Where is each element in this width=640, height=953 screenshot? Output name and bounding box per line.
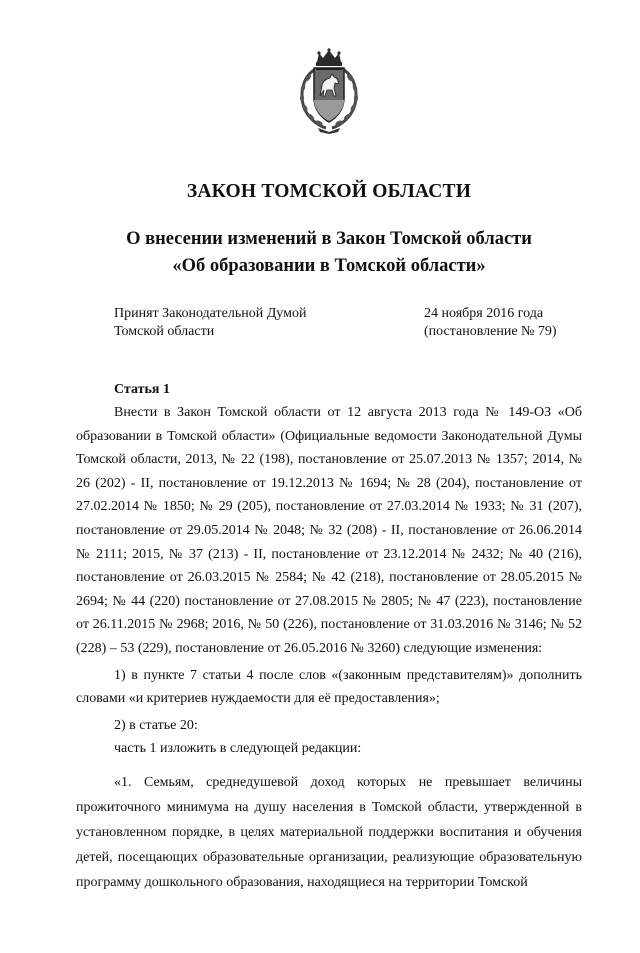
- tomsk-oblast-coat-of-arms-icon: [294, 48, 364, 134]
- adoption-date-text: 24 ноября 2016 года: [424, 306, 544, 321]
- adopted-by: [114, 305, 306, 341]
- article-paragraph-intro: Внести в Закон Томской области от 12 августа 2013 года № 149-ОЗ «Об образовании в Томской области» (Официальные ведомости Законодательной Думы Томской области, 2013, № 22 (198), постановление от 25.07.2013 № 1357; 2014, № 26 (202) - II, постановление от 19.12.2013 № 1694; № 28 (204), постановление от 27.02.2014 № 1850; № 29 (205), постановление от 27.03.2014 № 1933; № 31 (207), постановление от 29.05.2014 № 2048; № 32 (208) - II, постановление от 26.06.2014 № 2111; 2015, № 37 (213) - II, постановление от 23.12.2014 № 2432; № 40 (216), постановление от 26.03.2015 № 2584; № 42 (218), постановление от 28.05.2015 № 2694; № 44 (220) постановление от 27.08.2015 № 2805; № 47 (223), постановление от 26.11.2015 № 2968; 2016, № 50 (226), постановление от 31.03.2016 № 3146; № 52 (228) – 53 (229), постановление от 26.05.2016 № 3260) следующие изменения:: [76, 405, 582, 656]
- article-paragraph-part-1: часть 1 изложить в следующей редакции:: [114, 741, 362, 757]
- law-subtitle-line-1: О внесении изменений в Закон Томской области: [126, 229, 532, 249]
- resolution-number: (постановление № 79): [424, 324, 557, 339]
- article-paragraph-quote: «1. Семьям, среднедушевой доход которых не превышает величины прожиточного минимума на душу населения в Томской области, утвержденной в установленном порядке, в целях материальной поддержки воспитания и обучения детей, посещающих образовательные организации, реализующие образовательную программу дошкольного образования, находящиеся на территории Томской: [76, 774, 582, 890]
- article-body: [76, 401, 582, 895]
- adoption-date: [424, 305, 582, 341]
- law-title: ЗАКОН ТОМСКОЙ ОБЛАСТИ: [186, 181, 472, 202]
- adoption-info: [114, 305, 582, 341]
- adopted-by-line-2: Томской области: [114, 324, 215, 339]
- adopted-by-line-1: Принят Законодательной Думой: [114, 306, 307, 321]
- article-heading: Статья 1: [114, 382, 170, 397]
- law-subtitle-line-2: «Об образовании в Томской области»: [172, 256, 486, 276]
- law-subtitle: [76, 226, 582, 280]
- document-page: [0, 48, 640, 953]
- article-paragraph-item-2: 2) в статье 20:: [114, 717, 198, 733]
- article-paragraph-item-1: 1) в пункте 7 статьи 4 после слов «(законным представителям)» дополнить словами «и критериев нуждаемости для её предоставления»;: [76, 667, 582, 707]
